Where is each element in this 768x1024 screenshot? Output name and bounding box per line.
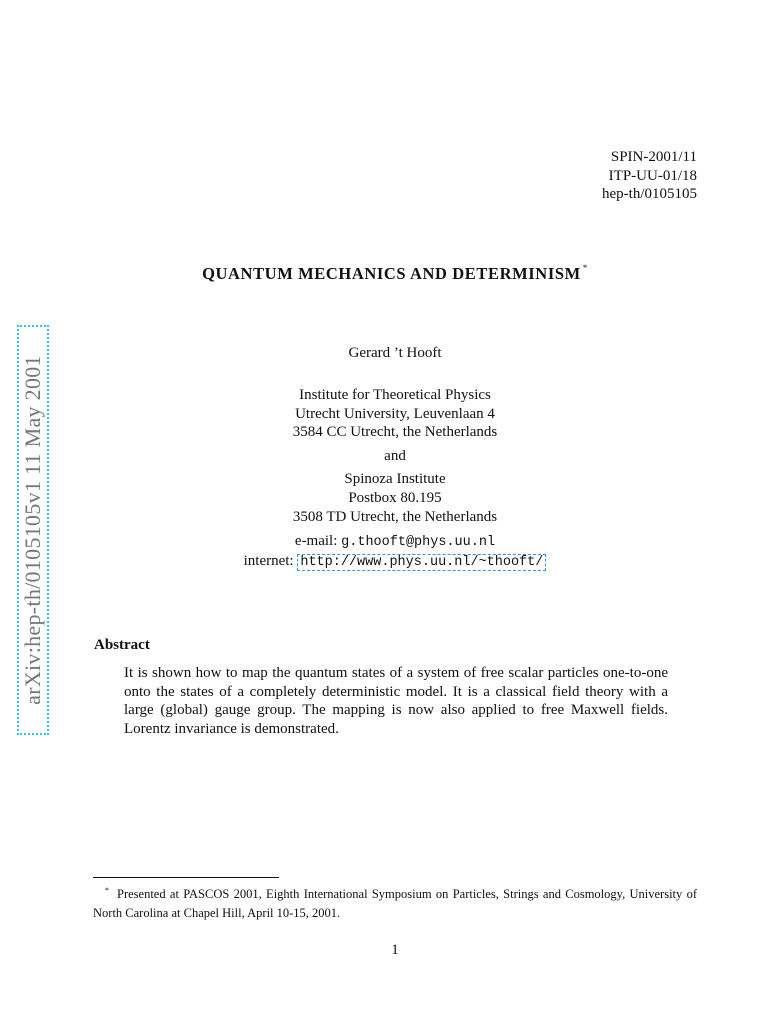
title-footnote-mark: * <box>582 262 588 273</box>
institution-1-line: Utrecht University, Leuvenlaan 4 <box>295 405 495 422</box>
paper-title-text: QUANTUM MECHANICS AND DETERMINISM <box>202 264 581 283</box>
report-id-spin: SPIN-2001/11 <box>610 149 697 165</box>
page-number: 1 <box>391 942 399 958</box>
abstract-text: It is shown how to map the quantum states of a system of free scalar particles one-to-one onto the states of a completely deterministic model. It is a classical field theory with a large (global) gauge group. The mapping is now also applied to free Maxwell fields. Lorentz invariance is demonstrated. <box>124 665 668 737</box>
report-id-arxiv: hep-th/0105105 <box>602 186 697 202</box>
internet-line <box>0 552 768 572</box>
email-label: e-mail: <box>294 533 342 549</box>
author-name: Gerard ’t Hooft <box>348 345 442 361</box>
report-id-itp: ITP-UU-01/18 <box>608 167 697 184</box>
paper-title <box>0 264 768 284</box>
institution-2-line: Postbox 80.195 <box>348 490 442 506</box>
institution-2 <box>0 470 768 527</box>
email-line <box>0 532 768 552</box>
institution-2-line: 3508 TD Utrecht, the Netherlands <box>292 509 498 525</box>
affiliation-conjunction: and <box>384 448 406 464</box>
institution-1-line: 3584 CC Utrecht, the Netherlands <box>292 424 498 440</box>
contact-info <box>0 532 768 572</box>
footnote <box>93 882 697 922</box>
institution-1-line: Institute for Theoretical Physics <box>299 387 491 403</box>
email-address: g.thooft@phys.uu.nl <box>341 535 496 550</box>
institution-1 <box>0 386 768 442</box>
homepage-link[interactable]: http://www.phys.uu.nl/~thooft/ <box>297 554 546 571</box>
arxiv-stamp-text: arXiv:hep-th/0105105v1 11 May 2001 <box>20 355 46 705</box>
footnote-text: Presented at PASCOS 2001, Eighth International Symposium on Particles, Strings and Cosmology, University of North Carolina at Chapel Hill, April 10-15, 2001. <box>93 887 697 920</box>
footnote-divider <box>93 877 279 878</box>
internet-label: internet: <box>243 553 298 569</box>
footnote-mark: * <box>105 886 109 895</box>
institution-2-line: Spinoza Institute <box>344 471 446 487</box>
abstract-heading: Abstract <box>94 637 150 653</box>
report-numbers <box>602 148 697 204</box>
